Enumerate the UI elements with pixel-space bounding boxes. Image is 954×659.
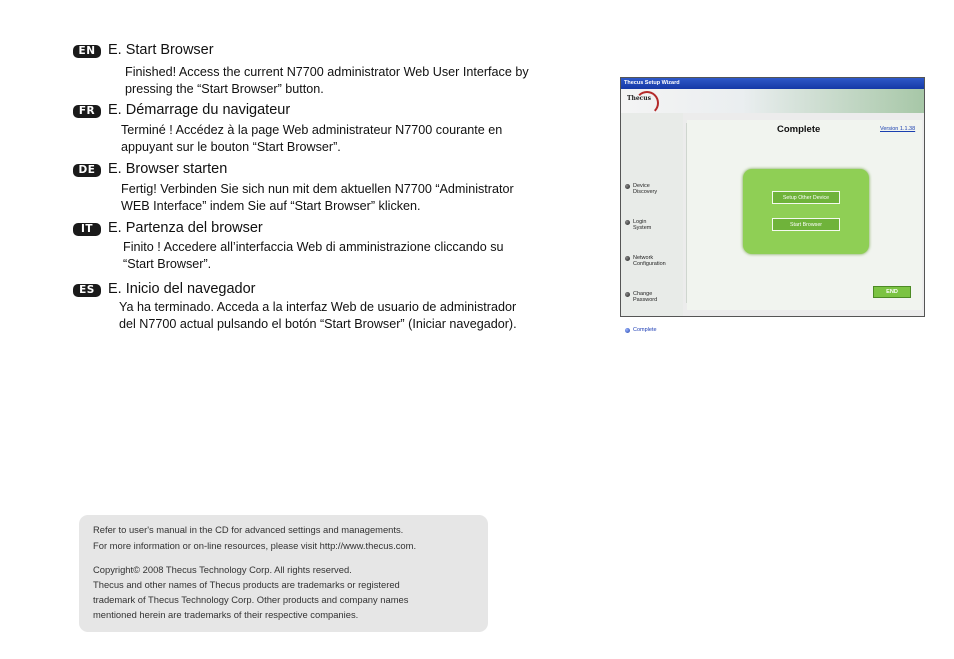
wizard-banner [621, 89, 924, 113]
section-body [121, 181, 514, 214]
wizard-sidebar [621, 113, 683, 333]
footer-line: For more information or on-line resources, please visit http://www.thecus.com. [93, 540, 417, 551]
section-body [119, 299, 517, 332]
section-heading: E. Start Browser [108, 42, 214, 58]
lang-badge-it: IT [73, 223, 101, 236]
nav-label: Login [633, 219, 647, 225]
nav-label: Password [633, 297, 658, 303]
section-body [121, 122, 502, 155]
wizard-content [687, 120, 922, 310]
bullet-icon [625, 328, 630, 333]
nav-label: Change [633, 291, 653, 297]
bullet-icon [625, 256, 630, 261]
nav-label: System [633, 225, 652, 231]
bullet-icon [625, 184, 630, 189]
footer-notice [79, 515, 488, 632]
nav-label: Configuration [633, 261, 666, 267]
setup-other-device-button[interactable]: Setup Other Device [772, 191, 840, 204]
body-line: appuyant sur le bouton “Start Browser”. [121, 139, 341, 154]
nav-label: Device [633, 183, 650, 189]
start-browser-button[interactable]: Start Browser [772, 218, 840, 231]
thecus-logo: Thecus [627, 95, 652, 102]
lang-badge-es: ES [73, 284, 101, 297]
section-body [123, 239, 504, 272]
nav-label: Discovery [633, 189, 658, 195]
lang-badge-de: DE [73, 164, 101, 177]
footer-line: Thecus and other names of Thecus products are trademarks or registered [93, 579, 400, 590]
footer-line: mentioned herein are trademarks of their respective companies. [93, 609, 359, 620]
body-line: Fertig! Verbinden Sie sich nun mit dem aktuellen N7700 “Administrator [121, 182, 514, 196]
nav-label: Network [633, 255, 654, 261]
body-line: Finished! Access the current N7700 administrator Web User Interface by [125, 65, 529, 79]
body-line: pressing the “Start Browser” button. [125, 81, 324, 96]
end-button[interactable]: END [873, 286, 911, 298]
page-title: Complete [777, 124, 821, 135]
section-heading: E. Inicio del navegador [108, 281, 256, 297]
body-line: del N7700 actual pulsando el botón “Start Browser” (Iniciar navegador). [119, 316, 517, 331]
section-body [125, 64, 529, 97]
body-line: Terminé ! Accédez à la page Web administrateur N7700 courante en [121, 123, 503, 137]
lang-badge-en: EN [73, 45, 101, 58]
footer-line: trademark of Thecus Technology Corp. Other products and company names [93, 594, 409, 605]
body-line: “Start Browser”. [123, 256, 212, 271]
body-line: WEB Interface” indem Sie auf “Start Browser” klicken. [121, 198, 421, 213]
action-panel [743, 169, 869, 254]
footer-line: Refer to user's manual in the CD for advanced settings and managements. [93, 524, 404, 535]
section-heading: E. Browser starten [108, 161, 228, 177]
window-title: Thecus Setup Wizard [621, 78, 924, 89]
body-line: Finito ! Accedere all’interfaccia Web di amministrazione cliccando su [123, 240, 504, 254]
bullet-icon [625, 220, 630, 225]
section-heading: E. Partenza del browser [108, 220, 263, 236]
version-link[interactable]: Version 1.1.38 [880, 126, 916, 132]
body-line: Ya ha terminado. Acceda a la interfaz Web de usuario de administrador [119, 300, 517, 314]
bullet-icon [625, 292, 630, 297]
setup-wizard-window [620, 77, 925, 333]
lang-badge-fr: FR [73, 105, 101, 118]
footer-line: Copyright© 2008 Thecus Technology Corp. All rights reserved. [93, 564, 352, 575]
nav-label: Complete [633, 327, 657, 333]
section-heading: E. Démarrage du navigateur [108, 102, 291, 118]
